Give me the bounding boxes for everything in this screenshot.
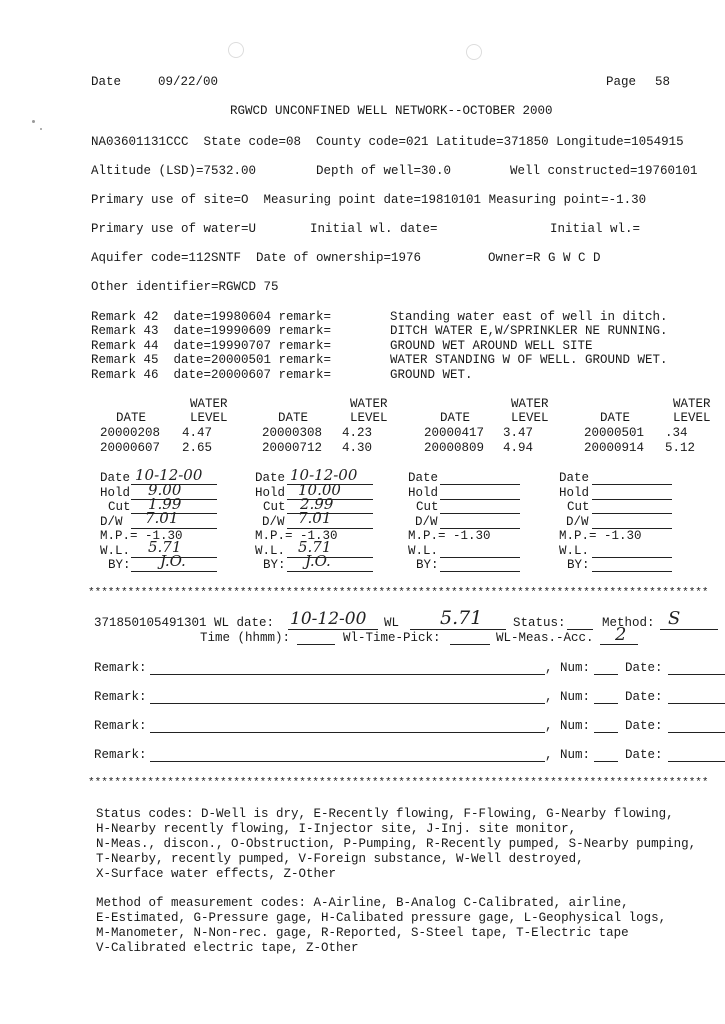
date-label: Date: — [625, 661, 663, 675]
table-cell-level: 2.65 — [182, 441, 213, 455]
date-label: Date: — [625, 690, 663, 704]
status-codes-line: T-Nearby, recently pumped, V-Foreign substance, W-Well destroyed, — [96, 852, 584, 866]
entry-wl-label: W.L. — [255, 544, 286, 558]
altitude: Altitude (LSD)=7532.00 — [91, 164, 257, 178]
table-cell-date: 20000208 — [100, 426, 161, 440]
remark-input-line[interactable] — [150, 674, 545, 675]
remark-label: Remark 46 date=20000607 remark= — [91, 368, 332, 382]
remark-input-line[interactable] — [150, 732, 545, 733]
remark-label: Remark 44 date=19990707 remark= — [91, 339, 332, 353]
entry-by-label: BY: — [108, 558, 131, 572]
scan-speck — [40, 128, 42, 130]
remark-form-label: Remark: — [94, 661, 147, 675]
remark-label: Remark 43 date=19990609 remark= — [91, 324, 332, 338]
meas-acc-label: WL-Meas.-Acc. — [496, 631, 594, 645]
column-header-date: DATE — [116, 411, 147, 425]
entry-dw-value[interactable]: 7.01 — [145, 509, 179, 527]
method-codes-line: V-Calibrated electric tape, Z-Other — [96, 941, 359, 955]
column-header-level: LEVEL — [673, 411, 711, 425]
entry-cut-value[interactable]: 1.99 — [148, 495, 182, 513]
column-header-water: WATER — [190, 397, 228, 411]
table-cell-level: 5.12 — [665, 441, 696, 455]
entry-by-label: BY: — [416, 558, 439, 572]
page-number: 58 — [655, 75, 671, 89]
column-header-level: LEVEL — [511, 411, 549, 425]
table-cell-date: 20000308 — [262, 426, 323, 440]
page-title: RGWCD UNCONFINED WELL NETWORK--OCTOBER 2000 — [230, 104, 553, 118]
entry-by-signature[interactable]: J.O. — [305, 552, 331, 570]
entry-hold-label: Hold — [408, 486, 439, 500]
status-codes-line: Status codes: D-Well is dry, E-Recently flowing, F-Flowing, G-Nearby flowing, — [96, 807, 674, 821]
remark-input-line[interactable] — [150, 703, 545, 704]
column-header-level: LEVEL — [350, 411, 388, 425]
entry-date-label: Date — [559, 471, 590, 485]
remark-label: Remark 42 date=19980604 remark= — [91, 310, 332, 324]
entry-date-value[interactable]: 10-12-00 — [290, 466, 358, 484]
date-label: Date: — [625, 748, 663, 762]
method-codes-line: E-Estimated, G-Pressure gage, H-Calibated pressure gage, L-Geophysical logs, — [96, 911, 667, 925]
remark-text: GROUND WET. — [390, 368, 473, 382]
entry-by-label: BY: — [567, 558, 590, 572]
remark-text: Standing water east of well in ditch. — [390, 310, 668, 324]
method-value[interactable]: S — [668, 608, 681, 629]
entry-dw-label: D/W — [566, 515, 589, 529]
entry-cut-label: Cut — [108, 500, 131, 514]
entry-wl-value[interactable]: 5.71 — [148, 538, 182, 556]
table-cell-level: 4.47 — [182, 426, 213, 440]
entry-by-label: BY: — [263, 558, 286, 572]
method-label: Method: — [602, 616, 655, 630]
entry-by-signature[interactable]: J.O. — [160, 552, 186, 570]
header-date-label: Date — [91, 75, 122, 89]
entry-hold-value[interactable]: 9.00 — [148, 481, 182, 499]
scan-speck — [32, 120, 35, 123]
other-identifier: Other identifier=RGWCD 75 — [91, 280, 279, 294]
column-header-water: WATER — [673, 397, 711, 411]
entry-mp-label: M.P.= -1.30 — [408, 529, 491, 543]
table-cell-date: 20000417 — [424, 426, 485, 440]
entry-cut-value[interactable]: 2.99 — [300, 495, 334, 513]
header-date-value: 09/22/00 — [158, 75, 219, 89]
date-input-line[interactable] — [668, 732, 725, 733]
column-header-date: DATE — [600, 411, 631, 425]
remark-input-line[interactable] — [150, 761, 545, 762]
date-input-line[interactable] — [668, 761, 725, 762]
remark-text: DITCH WATER E,W/SPRINKLER NE RUNNING. — [390, 324, 668, 338]
aquifer-code: Aquifer code=112SNTF Date of ownership=1976 — [91, 251, 422, 265]
entry-mp-label: M.P.= -1.30 — [255, 529, 338, 543]
entry-wl-label: W.L. — [100, 544, 131, 558]
num-label: , Num: — [545, 748, 591, 762]
owner: Owner=R G W C D — [488, 251, 601, 265]
status-label: Status: — [513, 616, 566, 630]
well-depth: Depth of well=30.0 — [316, 164, 452, 178]
table-cell-level: 4.23 — [342, 426, 373, 440]
wl-label: WL — [384, 616, 400, 630]
initial-wl: Initial wl.= — [550, 222, 641, 236]
date-input-line[interactable] — [668, 674, 725, 675]
primary-use-water: Primary use of water=U — [91, 222, 257, 236]
wl-site-id: 371850105491301 WL date: — [94, 616, 275, 630]
num-label: , Num: — [545, 661, 591, 675]
column-header-water: WATER — [350, 397, 388, 411]
method-codes-line: M-Manometer, N-Non-rec. gage, R-Reported, S-Steel tape, T-Electric tape — [96, 926, 629, 940]
column-header-date: DATE — [440, 411, 471, 425]
num-label: , Num: — [545, 719, 591, 733]
entry-dw-label: D/W — [100, 515, 123, 529]
entry-hold-value[interactable]: 10.00 — [298, 481, 341, 499]
entry-dw-label: D/W — [415, 515, 438, 529]
entry-wl-label: W.L. — [408, 544, 439, 558]
remark-form-label: Remark: — [94, 719, 147, 733]
status-codes-line: X-Surface water effects, Z-Other — [96, 867, 337, 881]
meas-acc-value[interactable]: 2 — [615, 624, 627, 645]
entry-mp-label: M.P.= -1.30 — [559, 529, 642, 543]
entry-cut-label: Cut — [416, 500, 439, 514]
entry-dw-label: D/W — [262, 515, 285, 529]
entry-dw-value[interactable]: 7.01 — [298, 509, 332, 527]
wl-value[interactable]: 5.71 — [440, 607, 483, 629]
separator-line: ********************************************************************************************** — [88, 587, 709, 599]
entry-date-label: Date — [100, 471, 131, 485]
entry-wl-label: W.L. — [559, 544, 590, 558]
primary-use-site: Primary use of site=O Measuring point date=19810101 Measuring point=-1.30 — [91, 193, 647, 207]
column-header-level: LEVEL — [190, 411, 228, 425]
entry-date-label: Date — [255, 471, 286, 485]
time-label: Time (hhmm): — [200, 631, 291, 645]
table-cell-date: 20000607 — [100, 441, 161, 455]
entry-cut-label: Cut — [567, 500, 590, 514]
scan-speck — [466, 44, 482, 60]
initial-wl-date: Initial wl. date= — [310, 222, 438, 236]
entry-hold-label: Hold — [559, 486, 590, 500]
date-label: Date: — [625, 719, 663, 733]
scan-speck — [228, 42, 244, 58]
table-cell-level: .34 — [665, 426, 688, 440]
well-constructed: Well constructed=19760101 — [510, 164, 698, 178]
method-codes-line: Method of measurement codes: A-Airline, B-Analog C-Calibrated, airline, — [96, 896, 629, 910]
status-codes-line: H-Nearby recently flowing, I-Injector site, J-Inj. site monitor, — [96, 822, 577, 836]
table-cell-date: 20000809 — [424, 441, 485, 455]
entry-hold-label: Hold — [255, 486, 286, 500]
table-cell-date: 20000712 — [262, 441, 323, 455]
column-header-water: WATER — [511, 397, 549, 411]
remark-form-label: Remark: — [94, 690, 147, 704]
num-input-line[interactable] — [594, 703, 618, 704]
table-cell-date: 20000914 — [584, 441, 645, 455]
page-label: Page — [606, 75, 637, 89]
remark-form-label: Remark: — [94, 748, 147, 762]
num-input-line[interactable] — [594, 674, 618, 675]
date-input-line[interactable] — [668, 703, 725, 704]
table-cell-level: 4.30 — [342, 441, 373, 455]
remark-text: WATER STANDING W OF WELL. GROUND WET. — [390, 353, 668, 367]
table-cell-date: 20000501 — [584, 426, 645, 440]
entry-date-value[interactable]: 10-12-00 — [135, 466, 203, 484]
status-codes-line: N-Meas., discon., O-Obstruction, P-Pumping, R-Recently pumped, S-Nearby pumping, — [96, 837, 697, 851]
table-cell-level: 4.94 — [503, 441, 534, 455]
entry-date-label: Date — [408, 471, 439, 485]
separator-line: ********************************************************************************************** — [88, 777, 709, 789]
num-input-line[interactable] — [594, 761, 618, 762]
num-input-line[interactable] — [594, 732, 618, 733]
remark-label: Remark 45 date=20000501 remark= — [91, 353, 332, 367]
table-cell-level: 3.47 — [503, 426, 534, 440]
site-id-line: NA03601131CCC State code=08 County code=021 Latitude=371850 Longitude=1054915 — [91, 135, 684, 149]
num-label: , Num: — [545, 690, 591, 704]
wl-date-value[interactable]: 10-12-00 — [290, 609, 367, 629]
entry-wl-value[interactable]: 5.71 — [298, 538, 332, 556]
entry-mp-label: M.P.= -1.30 — [100, 529, 183, 543]
remark-text: GROUND WET AROUND WELL SITE — [390, 339, 593, 353]
entry-cut-label: Cut — [263, 500, 286, 514]
time-pick-label: Wl-Time-Pick: — [343, 631, 441, 645]
column-header-date: DATE — [278, 411, 309, 425]
entry-hold-label: Hold — [100, 486, 131, 500]
